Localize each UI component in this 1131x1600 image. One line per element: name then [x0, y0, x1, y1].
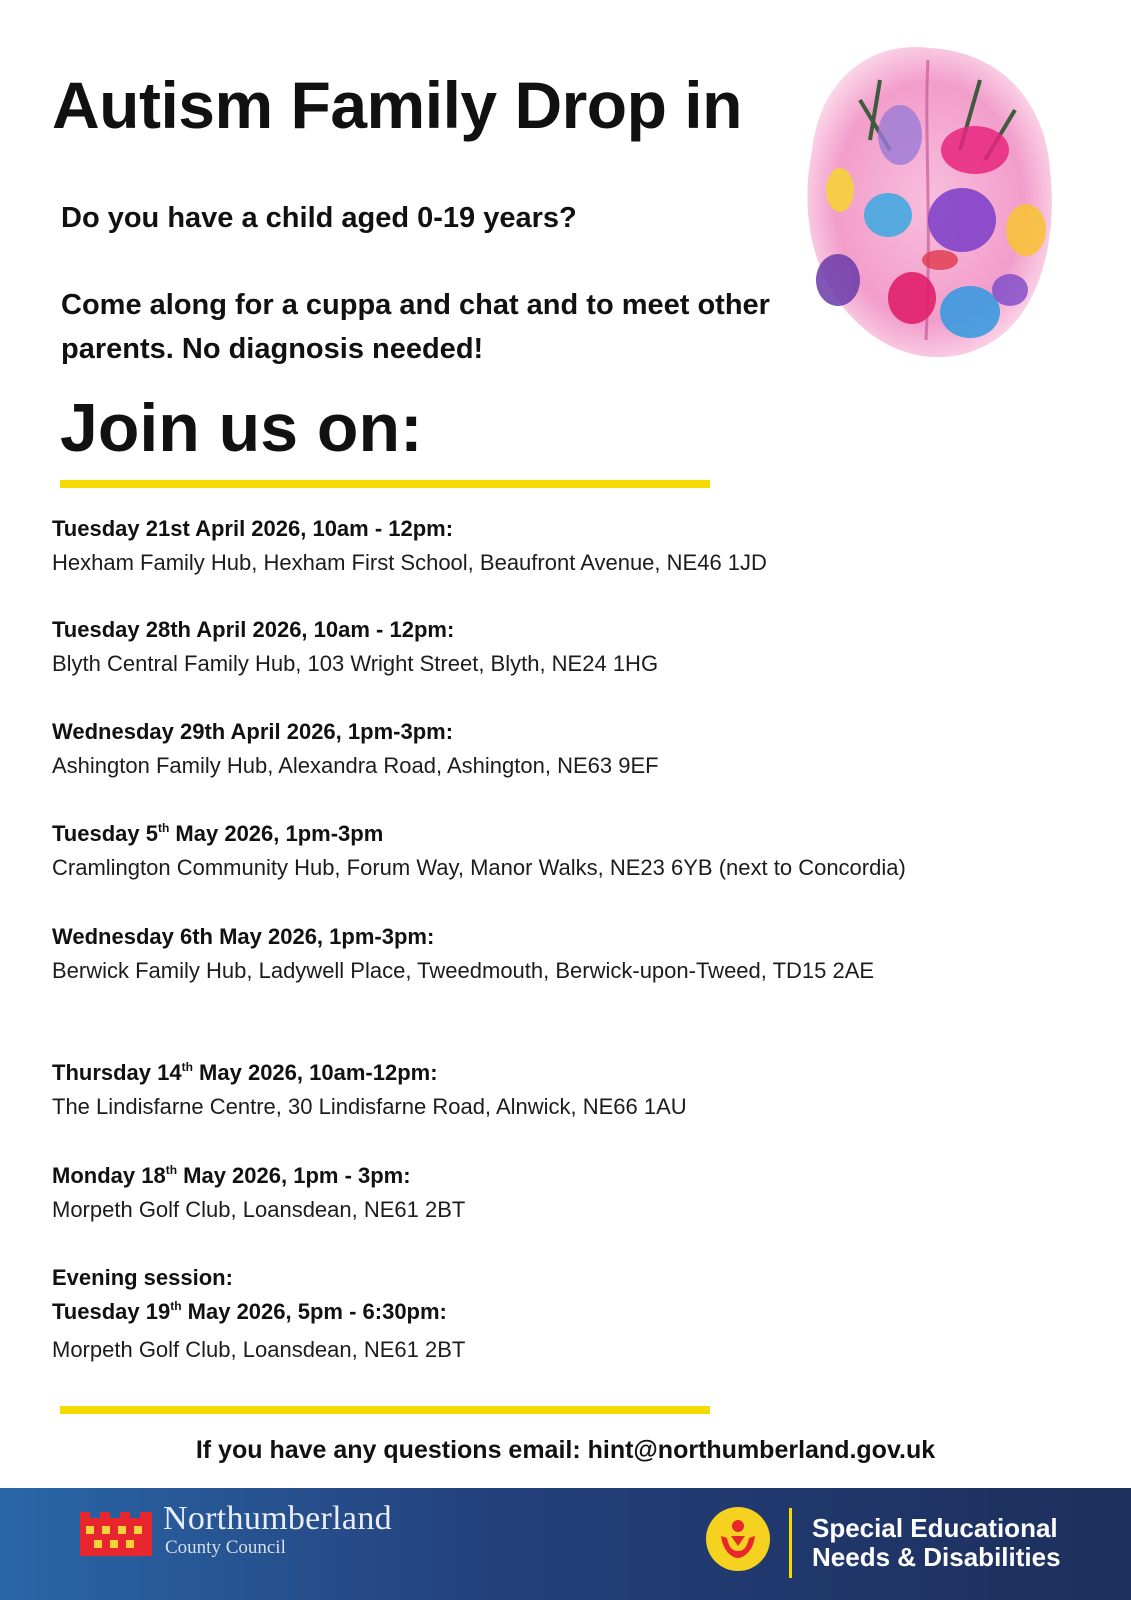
event-date: Tuesday 21st April 2026, 10am - 12pm:	[52, 516, 454, 541]
footer-banner	[0, 1488, 1131, 1600]
event-date: Tuesday 19th May 2026, 5pm - 6:30pm:	[52, 1299, 447, 1324]
event-place: Hexham Family Hub, Hexham First School, Beaufront Avenue, NE46 1JD	[52, 550, 767, 575]
event-place: Morpeth Golf Club, Loansdean, NE61 2BT	[52, 1197, 466, 1222]
event-date: Monday 18th May 2026, 1pm - 3pm:	[52, 1163, 411, 1188]
poster-title: Autism Family Drop in	[52, 68, 742, 142]
event-date: Tuesday 5th May 2026, 1pm-3pm	[52, 821, 384, 846]
footer-divider	[789, 1508, 792, 1578]
event-item	[52, 1261, 1092, 1367]
council-subtitle: County Council	[165, 1537, 286, 1558]
event-date: Tuesday 28th April 2026, 10am - 12pm:	[52, 617, 455, 642]
event-place: Cramlington Community Hub, Forum Way, Manor Walks, NE23 6YB (next to Concordia)	[52, 855, 906, 880]
send-logo-icon	[705, 1506, 771, 1572]
council-name: Northumberland	[163, 1500, 392, 1537]
event-date: Thursday 14th May 2026, 10am-12pm:	[52, 1060, 438, 1085]
contact-line: If you have any questions email: hint@northumberland.gov.uk	[195, 1436, 936, 1464]
intro-question: Do you have a child aged 0-19 years?	[61, 202, 577, 234]
northumberland-council-logo-icon	[80, 1512, 152, 1556]
event-item	[52, 715, 1092, 783]
event-place: Ashington Family Hub, Alexandra Road, Ashington, NE63 9EF	[52, 753, 659, 778]
event-item	[52, 613, 1092, 681]
event-item	[52, 1056, 1092, 1124]
divider-top	[60, 480, 710, 488]
event-place: Blyth Central Family Hub, 103 Wright Street, Blyth, NE24 1HG	[52, 651, 659, 676]
floral-brain-icon	[800, 40, 1060, 370]
join-heading: Join us on:	[60, 390, 423, 466]
event-date: Wednesday 29th April 2026, 1pm-3pm:	[52, 719, 454, 744]
send-label: Special Educational Needs & Disabilities	[812, 1513, 1061, 1572]
event-place: Berwick Family Hub, Ladywell Place, Tweedmouth, Berwick-upon-Tweed, TD15 2AE	[52, 958, 875, 983]
event-item	[52, 817, 1092, 885]
event-item	[52, 512, 1092, 580]
event-place: The Lindisfarne Centre, 30 Lindisfarne Road, Alnwick, NE66 1AU	[52, 1094, 687, 1119]
event-date: Wednesday 6th May 2026, 1pm-3pm:	[52, 924, 435, 949]
event-item	[52, 1159, 1092, 1227]
intro-body: Come along for a cuppa and chat and to meet other parents. No diagnosis needed!	[61, 289, 770, 365]
event-session-label: Evening session:	[52, 1265, 233, 1290]
event-item	[52, 920, 1092, 988]
event-place: Morpeth Golf Club, Loansdean, NE61 2BT	[52, 1337, 466, 1362]
divider-bottom	[60, 1406, 710, 1414]
